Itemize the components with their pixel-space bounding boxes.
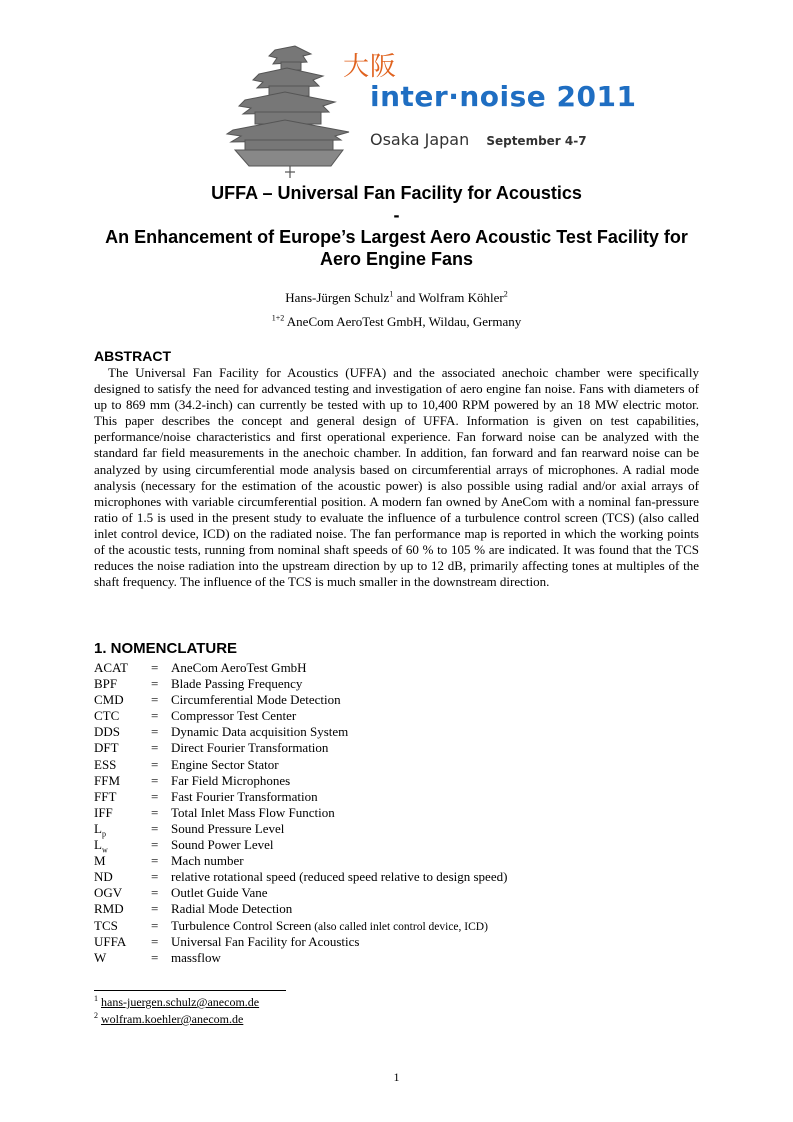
nomenclature-equals-sign: = <box>151 788 159 804</box>
nomenclature-equals-sign: = <box>151 676 159 692</box>
nomenclature-row <box>94 950 714 966</box>
nomenclature-definition <box>171 853 244 869</box>
nomenclature-definition-text: Blade Passing Frequency <box>171 676 303 692</box>
nomenclature-definition <box>171 708 296 724</box>
abstract-body <box>94 365 699 590</box>
nomenclature-definition-text: massflow <box>171 949 221 965</box>
nomenclature-definition <box>171 918 488 935</box>
footnote-2-mark: 2 <box>94 1011 98 1020</box>
nomenclature-row <box>94 676 714 692</box>
author-2: Wolfram Köhler <box>418 290 504 305</box>
nomenclature-row <box>94 724 714 740</box>
nomenclature-abbreviation-text: ACAT <box>94 660 128 675</box>
nomenclature-abbreviation-text: IFF <box>94 804 113 820</box>
nomenclature-row <box>94 740 714 756</box>
nomenclature-definition <box>171 740 328 756</box>
nomenclature-equals-sign: = <box>151 917 159 933</box>
nomenclature-definition-text: Direct Fourier Transformation <box>171 740 329 756</box>
nomenclature-definition-text: Compressor Test Center <box>171 708 297 724</box>
nomenclature-definition <box>171 789 318 805</box>
conference-logo <box>215 40 637 180</box>
conference-location <box>370 130 587 149</box>
nomenclature-definition <box>171 837 274 853</box>
nomenclature-row <box>94 789 714 805</box>
nomenclature-definition <box>171 805 335 821</box>
nomenclature-definition-text: Sound Pressure Level <box>171 820 285 836</box>
nomenclature-row <box>94 918 714 934</box>
nomenclature-definition <box>171 901 292 917</box>
nomenclature-definition-text: relative rotational speed (reduced speed relative to design speed) <box>171 869 508 885</box>
nomenclature-abbreviation <box>94 950 106 966</box>
nomenclature-definition-note: (also called inlet control device, ICD) <box>311 920 488 933</box>
nomenclature-abbreviation-subscript: p <box>101 829 106 839</box>
author-1-mark: 1 <box>389 289 394 299</box>
nomenclature-equals-sign: = <box>151 837 159 853</box>
nomenclature-row <box>94 853 714 869</box>
nomenclature-row <box>94 821 714 837</box>
nomenclature-abbreviation <box>94 724 120 740</box>
author-1: Hans-Jürgen Schulz <box>285 290 390 305</box>
nomenclature-abbreviation <box>94 885 122 901</box>
nomenclature-abbreviation <box>94 692 124 708</box>
nomenclature-abbreviation-text: FFM <box>94 772 121 788</box>
nomenclature-definition-text: Fast Fourier Transformation <box>171 788 318 804</box>
nomenclature-row <box>94 885 714 901</box>
affiliation <box>40 314 753 330</box>
conference-dates: September 4-7 <box>486 134 587 148</box>
nomenclature-equals-sign: = <box>151 820 159 836</box>
nomenclature-abbreviation-text: ND <box>94 869 113 885</box>
author-connector: and <box>393 290 419 305</box>
footnote-2-email-link[interactable]: wolfram.koehler@anecom.de <box>101 1012 244 1026</box>
nomenclature-definition-text: Dynamic Data acquisition System <box>171 724 349 740</box>
nomenclature-definition <box>171 821 284 837</box>
nomenclature-equals-sign: = <box>151 724 159 740</box>
paper-title-line1: UFFA – Universal Fan Facility for Acoustics <box>211 183 582 203</box>
nomenclature-row <box>94 692 714 708</box>
nomenclature-abbreviation <box>94 676 117 692</box>
nomenclature-definition <box>171 692 341 708</box>
nomenclature-list <box>94 660 714 966</box>
nomenclature-definition-text: Circumferential Mode Detection <box>171 692 341 708</box>
nomenclature-abbreviation <box>94 757 116 773</box>
nomenclature-abbreviation-subscript: w <box>101 845 108 855</box>
nomenclature-definition <box>171 773 290 789</box>
nomenclature-abbreviation-text: DDS <box>94 724 121 740</box>
page-number: 1 <box>393 1070 400 1084</box>
nomenclature-definition-text: Mach number <box>171 853 244 869</box>
nomenclature-equals-sign: = <box>151 804 159 820</box>
nomenclature-abbreviation-text: RMD <box>94 901 124 917</box>
footnote-2 <box>94 1012 243 1027</box>
nomenclature-definition-text: Sound Power Level <box>171 837 274 853</box>
nomenclature-abbreviation <box>94 869 113 885</box>
nomenclature-row <box>94 901 714 917</box>
nomenclature-abbreviation <box>94 918 118 934</box>
nomenclature-abbreviation-text: FFT <box>94 788 117 804</box>
nomenclature-row <box>94 708 714 724</box>
paper-title-separator: - <box>393 205 400 225</box>
nomenclature-equals-sign: = <box>151 853 159 869</box>
nomenclature-definition-text: Outlet Guide Vane <box>171 885 268 901</box>
nomenclature-row <box>94 934 714 950</box>
affiliation-text: AneCom AeroTest GmbH, Wildau, Germany <box>284 314 522 329</box>
nomenclature-row <box>94 660 714 676</box>
nomenclature-equals-sign: = <box>151 660 159 675</box>
nomenclature-definition <box>171 885 268 901</box>
nomenclature-equals-sign: = <box>151 949 159 965</box>
nomenclature-heading: 1. NOMENCLATURE <box>94 640 238 657</box>
footnote-1 <box>94 995 259 1010</box>
nomenclature-definition-text: Far Field Microphones <box>171 772 291 788</box>
nomenclature-definition-text: Universal Fan Facility for Acoustics <box>171 933 360 949</box>
nomenclature-definition-text: Engine Sector Stator <box>171 756 279 772</box>
nomenclature-definition <box>171 934 359 950</box>
nomenclature-definition-text: Turbulence Control Screen <box>171 917 312 933</box>
paper-title-line3: Aero Engine Fans <box>319 249 474 269</box>
footnote-1-email-link[interactable]: hans-juergen.schulz@anecom.de <box>101 995 260 1009</box>
nomenclature-abbreviation-text: ESS <box>94 756 117 772</box>
nomenclature-abbreviation <box>94 740 119 756</box>
affiliation-mark: 1+2 <box>271 313 285 323</box>
nomenclature-abbreviation <box>94 660 128 676</box>
nomenclature-definition <box>171 757 279 773</box>
nomenclature-definition <box>171 950 221 966</box>
nomenclature-definition-text: Total Inlet Mass Flow Function <box>171 804 335 820</box>
nomenclature-definition <box>171 676 302 692</box>
nomenclature-equals-sign: = <box>151 901 159 917</box>
nomenclature-definition-text: AneCom AeroTest GmbH <box>171 660 307 675</box>
nomenclature-row <box>94 869 714 885</box>
nomenclature-abbreviation <box>94 789 116 805</box>
nomenclature-equals-sign: = <box>151 772 159 788</box>
nomenclature-abbreviation-text: UFFA <box>94 933 127 949</box>
nomenclature-equals-sign: = <box>151 708 159 724</box>
nomenclature-equals-sign: = <box>151 692 159 708</box>
nomenclature-abbreviation <box>94 805 113 821</box>
footnote-divider <box>94 990 286 991</box>
nomenclature-definition <box>171 869 507 885</box>
nomenclature-definition <box>171 660 307 676</box>
paper-title-line2: An Enhancement of Europe’s Largest Aero Acoustic Test Facility for <box>105 227 688 247</box>
nomenclature-abbreviation <box>94 901 124 917</box>
nomenclature-row <box>94 757 714 773</box>
nomenclature-abbreviation-text: DFT <box>94 740 119 756</box>
nomenclature-equals-sign: = <box>151 869 159 885</box>
nomenclature-abbreviation-text: CMD <box>94 692 124 708</box>
footnote-1-mark: 1 <box>94 994 98 1003</box>
nomenclature-abbreviation-text: L <box>94 820 102 836</box>
nomenclature-abbreviation-text: CTC <box>94 708 120 724</box>
nomenclature-row <box>94 773 714 789</box>
nomenclature-equals-sign: = <box>151 756 159 772</box>
conference-brand-name: inter·noise 2011 <box>370 80 637 113</box>
nomenclature-definition-text: Radial Mode Detection <box>171 901 293 917</box>
osaka-kanji-logo: 大阪 <box>343 52 398 82</box>
author-2-mark: 2 <box>503 289 508 299</box>
nomenclature-abbreviation <box>94 853 106 869</box>
nomenclature-equals-sign: = <box>151 933 159 949</box>
abstract-heading: ABSTRACT <box>94 348 171 364</box>
nomenclature-equals-sign: = <box>151 885 159 901</box>
nomenclature-row <box>94 837 714 853</box>
conference-city: Osaka Japan <box>370 130 470 149</box>
nomenclature-abbreviation <box>94 773 120 789</box>
nomenclature-abbreviation <box>94 934 126 950</box>
nomenclature-definition <box>171 724 348 740</box>
nomenclature-equals-sign: = <box>151 740 159 756</box>
nomenclature-abbreviation-text: M <box>94 853 106 869</box>
nomenclature-abbreviation-text: TCS <box>94 917 118 933</box>
author-list <box>40 290 753 306</box>
nomenclature-abbreviation-text: L <box>94 837 102 853</box>
nomenclature-row <box>94 805 714 821</box>
nomenclature-abbreviation <box>94 708 119 724</box>
abstract-text: The Universal Fan Facility for Acoustics (UFFA) and the associated anechoic chamber were specifically designed to satisfy the need for advanced testing and investigation of aero engine fan noise. Fans with diameters of up to 869 mm (34.2-inch) can currently be tested with up to 10,400 RPM powered by an 18 MW electric motor. This paper describes the concept and general design of UFFA. Information is given on test capabilities, performance/noise characteristics and first operational experience. Fan forward noise can be analyzed with the standard far field measurements in the anechoic chamber. In addition, fan forward and fan rearward noise can be analyzed by using circumferential mode analysis based on circumferential arrays of microphones. A radial mode analysis (necessary for the estimation of the acoustic power) is also possible using radial and/or axial arrays of microphones with variable circumferential position. A modern fan owned by AneCom with a nominal fan-pressure ratio of 1.5 is used in the present study to evaluate the influence of a turbulence control screen (TCS) (also called inlet control device, ICD) on the radiated noise. The fan performance map is reported in which the working points of the acoustic tests, running from nominal shaft speeds of 60 % to 105 % are indicated. It was found that the TCS reduces the noise radiation into the upstream direction by up to 12 dB, primarily affecting tones at multiples of the shaft frequency. The influence of the TCS is much smaller in the downstream direction. <box>94 365 699 590</box>
nomenclature-abbreviation-text: BPF <box>94 676 118 692</box>
nomenclature-abbreviation-text: OGV <box>94 885 123 901</box>
nomenclature-abbreviation-text: W <box>94 949 107 965</box>
